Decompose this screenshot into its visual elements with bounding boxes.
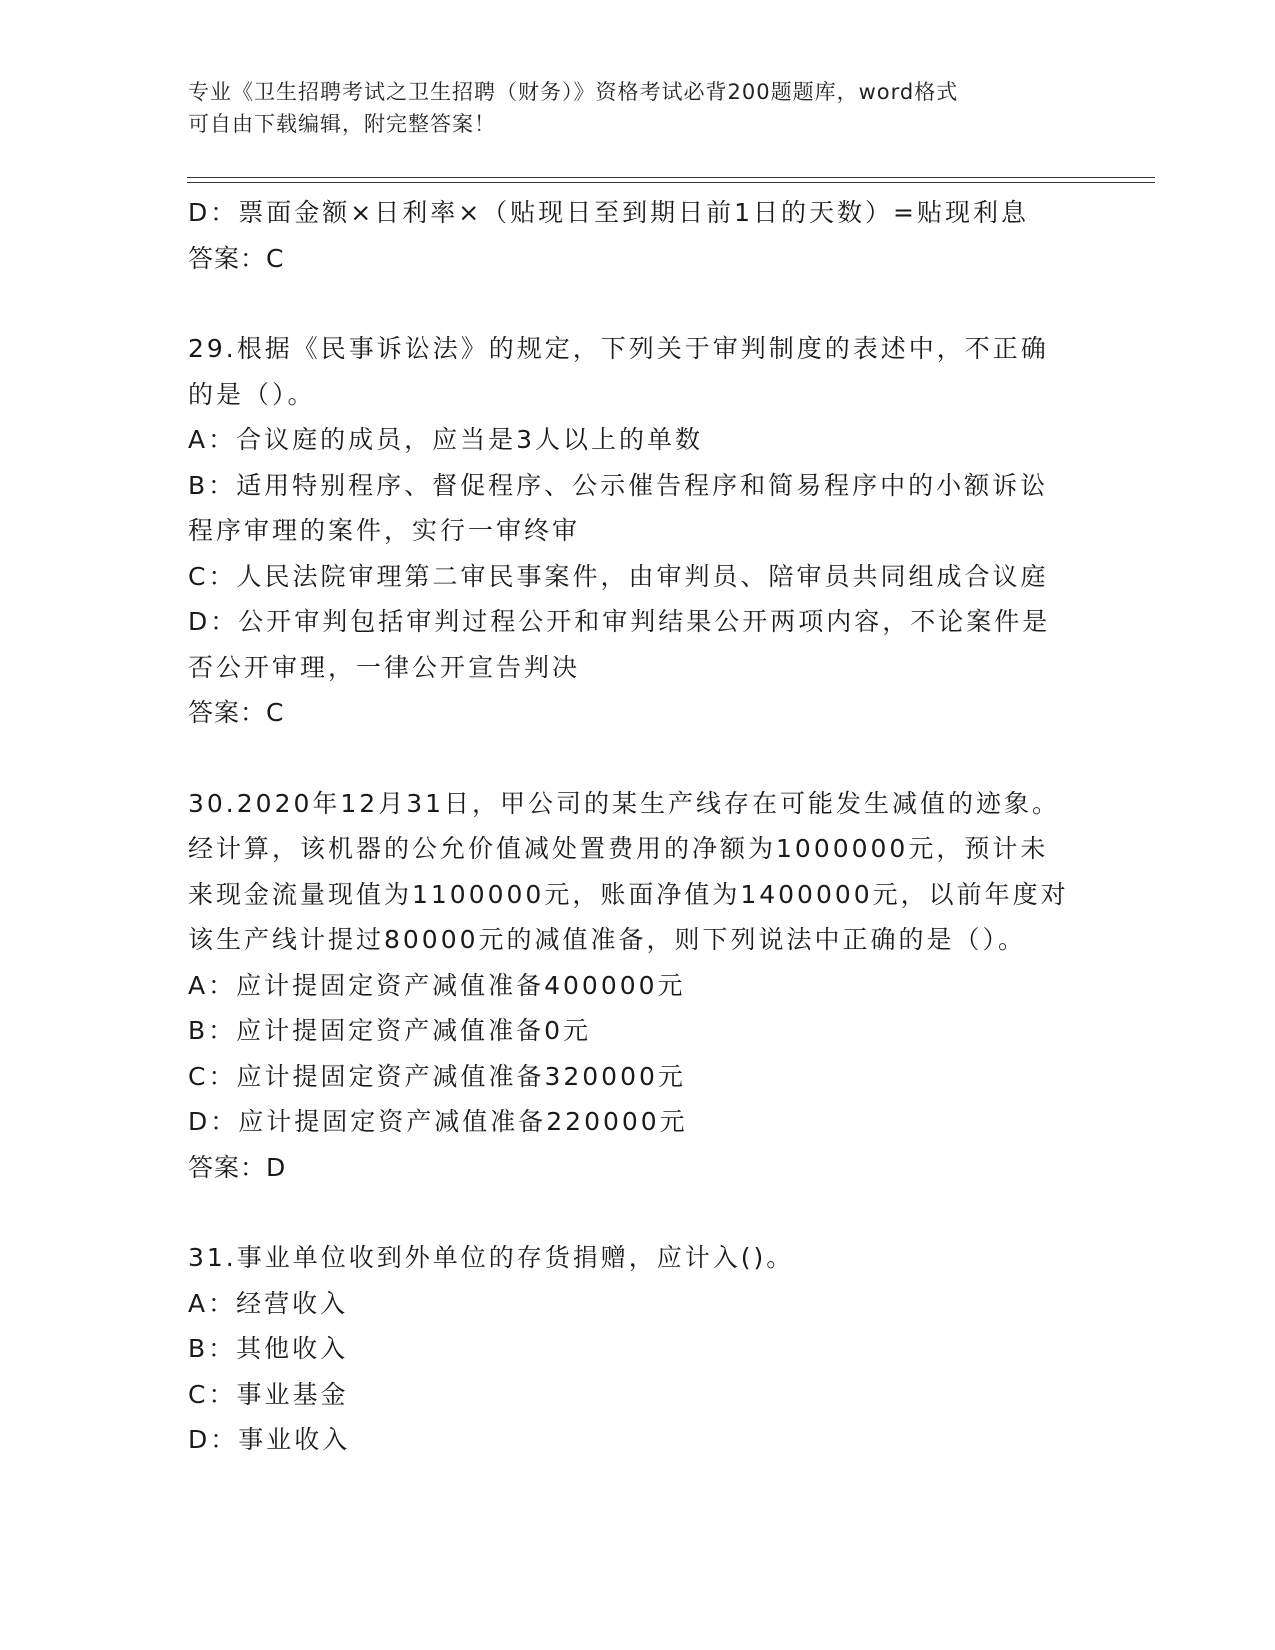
option-b-cont: 程序审理的案件，实行一审终审 [188,516,581,545]
header-line-2: 可自由下载编辑，附完整答案！ [188,112,496,136]
option-a: A：应计提固定资产减值准备400000元 [188,970,686,1000]
option-b: B：应计提固定资产减值准备0元 [188,1016,592,1045]
answer-line: 答案：D [188,1152,287,1182]
option-a: A：经营收入 [188,1288,349,1318]
option-c: C：应计提固定资产减值准备320000元 [188,1061,686,1091]
option-d: D：事业收入 [188,1425,351,1454]
answer-line: 答案：C [188,243,285,273]
question-text-cont: 该生产线计提过80000元的减值准备，则下列说法中正确的是（）。 [188,925,1027,954]
document-header [188,76,1088,140]
option-a: A：合议庭的成员，应当是3人以上的单数 [188,425,704,454]
question-text-cont: 经计算，该机器的公允价值减处置费用的净额为1000000元，预计未 [188,834,1049,863]
option-d: D：票面金额×日利率×（贴现日至到期日前1日的天数）=贴现利息 [188,198,1030,227]
question-block-30 [188,781,1088,1191]
option-d: D：公开审判包括审判过程公开和审判结果公开两项内容，不论案件是 [188,607,1051,636]
option-b: B：适用特别程序、督促程序、公示催告程序和简易程序中的小额诉讼 [188,470,1049,500]
question-text-cont: 的是（）。 [188,379,316,409]
option-d-cont: 否公开审理，一律公开宣告判决 [188,652,581,682]
question-content [188,190,1088,1463]
question-block-29 [188,326,1088,736]
option-b: B：其他收入 [188,1334,349,1363]
header-rule-top [187,177,1155,178]
question-block-31 [188,1235,1088,1463]
answer-line: 答案：C [188,698,285,727]
option-c: C：事业基金 [188,1379,349,1409]
question-text-cont: 来现金流量现值为1100000元，账面净值为1400000元，以前年度对 [188,879,1069,909]
header-rule-bottom [187,182,1155,183]
question-text: 29.根据《民事诉讼法》的规定，下列关于审判制度的表述中，不正确 [188,334,1049,363]
header-line-1: 专业《卫生招聘考试之卫生招聘（财务）》资格考试必背200题题库，word格式 [188,80,959,104]
option-d: D：应计提固定资产减值准备220000元 [188,1107,688,1136]
option-c: C：人民法院审理第二审民事案件，由审判员、陪审员共同组成合议庭 [188,561,1049,591]
question-block-28-tail [188,190,1088,281]
question-text: 30.2020年12月31日，甲公司的某生产线存在可能发生减值的迹象。 [188,788,1061,818]
question-text: 31.事业单位收到外单位的存货捐赠，应计入()。 [188,1243,795,1272]
